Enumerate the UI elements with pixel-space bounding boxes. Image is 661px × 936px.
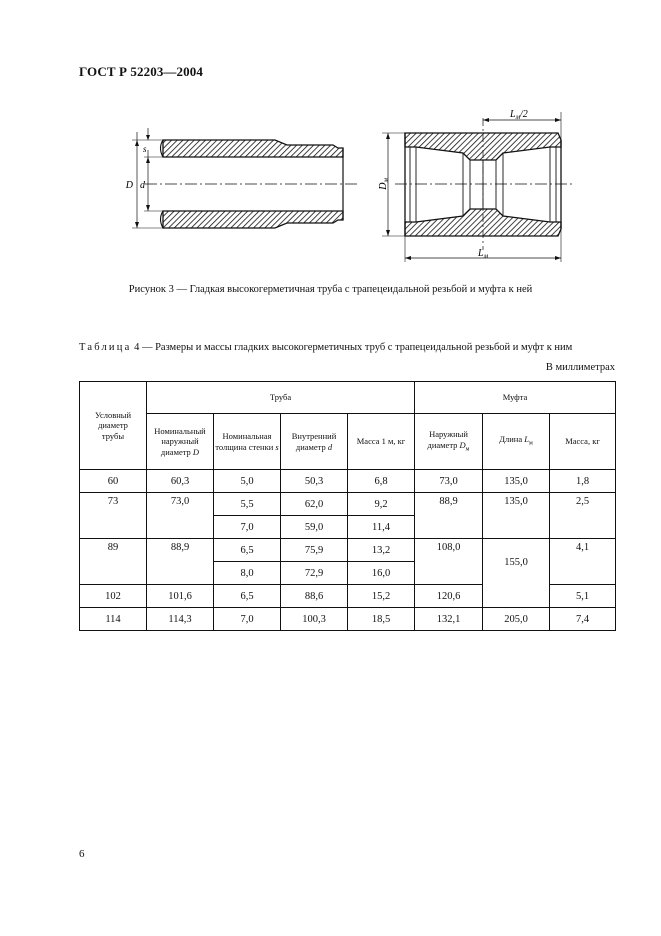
cell-nominal: 114 (80, 608, 147, 631)
cell-coupling-mass: 4,1 (550, 539, 616, 585)
cell-wall: 5,5 (214, 493, 281, 516)
cell-nominal: 73 (80, 493, 147, 539)
cell-wall: 8,0 (214, 562, 281, 585)
dimensions-table (79, 381, 616, 631)
cell-inner: 59,0 (281, 516, 348, 539)
header-pipe-wall-thickness: Номинальная толщина стенки s (214, 414, 281, 470)
header-nominal-diameter: Условный диаметр трубы (80, 382, 147, 470)
cell-coupling-length: 135,0 (483, 470, 550, 493)
cell-wall: 6,5 (214, 539, 281, 562)
cell-nominal: 89 (80, 539, 147, 585)
header-coupling-length: Длина $L_м$ (483, 414, 550, 470)
header-coupling-group: Муфта (415, 382, 616, 414)
cell-mass: 13,2 (348, 539, 415, 562)
cell-mass: 9,2 (348, 493, 415, 516)
cell-coupling-outer: 73,0 (415, 470, 483, 493)
cell-outer: 88,9 (147, 539, 214, 585)
coupling-Lm-half-label: $L_м/2$ (510, 109, 528, 121)
figure-caption: Рисунок 3 — Гладкая высокогерметичная труба с трапецеидальной резьбой и муфта к ней (128, 284, 533, 295)
cell-outer: 114,3 (147, 608, 214, 631)
header-coupling-mass: Масса, кг (550, 414, 616, 470)
cell-mass: 6,8 (348, 470, 415, 493)
table-title (79, 342, 572, 353)
cell-coupling-mass: 5,1 (550, 585, 616, 608)
page-number: 6 (79, 848, 85, 860)
table-title-label: Таблица (79, 342, 132, 353)
cell-inner: 75,9 (281, 539, 348, 562)
pipe-drawing (132, 128, 357, 228)
cell-mass: 11,4 (348, 516, 415, 539)
cell-wall: 5,0 (214, 470, 281, 493)
header-coupling-outer-diameter: Наружный диаметр $D_м$ (415, 414, 483, 470)
table-row (80, 539, 616, 562)
coupling-drawing (382, 112, 572, 262)
cell-coupling-mass: 1,8 (550, 470, 616, 493)
table-row (80, 470, 616, 493)
cell-inner: 50,3 (281, 470, 348, 493)
cell-wall: 6,5 (214, 585, 281, 608)
cell-inner: 62,0 (281, 493, 348, 516)
cell-coupling-mass: 7,4 (550, 608, 616, 631)
cell-coupling-outer: 88,9 (415, 493, 483, 539)
cell-mass: 15,2 (348, 585, 415, 608)
coupling-Dm-label: $D_м$ (378, 178, 390, 190)
table-row (80, 493, 616, 516)
cell-coupling-mass: 2,5 (550, 493, 616, 539)
coupling-Lm-label: $L_м$ (478, 248, 489, 260)
cell-coupling-outer: 108,0 (415, 539, 483, 585)
cell-outer: 101,6 (147, 585, 214, 608)
header-pipe-inner-diameter: Внутренний диаметр d (281, 414, 348, 470)
cell-outer: 73,0 (147, 493, 214, 539)
pipe-s-label: s (143, 144, 147, 154)
cell-coupling-length: 135,0 (483, 493, 550, 539)
header-pipe-mass: Масса 1 м, кг (348, 414, 415, 470)
cell-nominal: 102 (80, 585, 147, 608)
cell-wall: 7,0 (214, 516, 281, 539)
cell-mass: 16,0 (348, 562, 415, 585)
cell-nominal: 60 (80, 470, 147, 493)
cell-outer: 60,3 (147, 470, 214, 493)
document-header: ГОСТ Р 52203—2004 (79, 64, 203, 79)
pipe-D-label: D (125, 180, 133, 191)
cell-coupling-length: 205,0 (483, 608, 550, 631)
cell-coupling-length: 155,0 (483, 539, 550, 608)
cell-inner: 88,6 (281, 585, 348, 608)
header-pipe-outer-diameter: Номинальный наружный диаметр D (147, 414, 214, 470)
cell-coupling-outer: 120,6 (415, 585, 483, 608)
table-title-text: 4 — Размеры и массы гладких высокогерметичных труб с трапецеидальной резьбой и муфт к ним (131, 342, 573, 353)
technical-drawing (0, 0, 661, 300)
cell-coupling-outer: 132,1 (415, 608, 483, 631)
units-note: В миллиметрах (545, 362, 615, 373)
cell-inner: 100,3 (281, 608, 348, 631)
table-row (80, 608, 616, 631)
cell-wall: 7,0 (214, 608, 281, 631)
pipe-d-label: d (140, 180, 145, 191)
header-pipe-group: Труба (147, 382, 415, 414)
cell-mass: 18,5 (348, 608, 415, 631)
cell-inner: 72,9 (281, 562, 348, 585)
